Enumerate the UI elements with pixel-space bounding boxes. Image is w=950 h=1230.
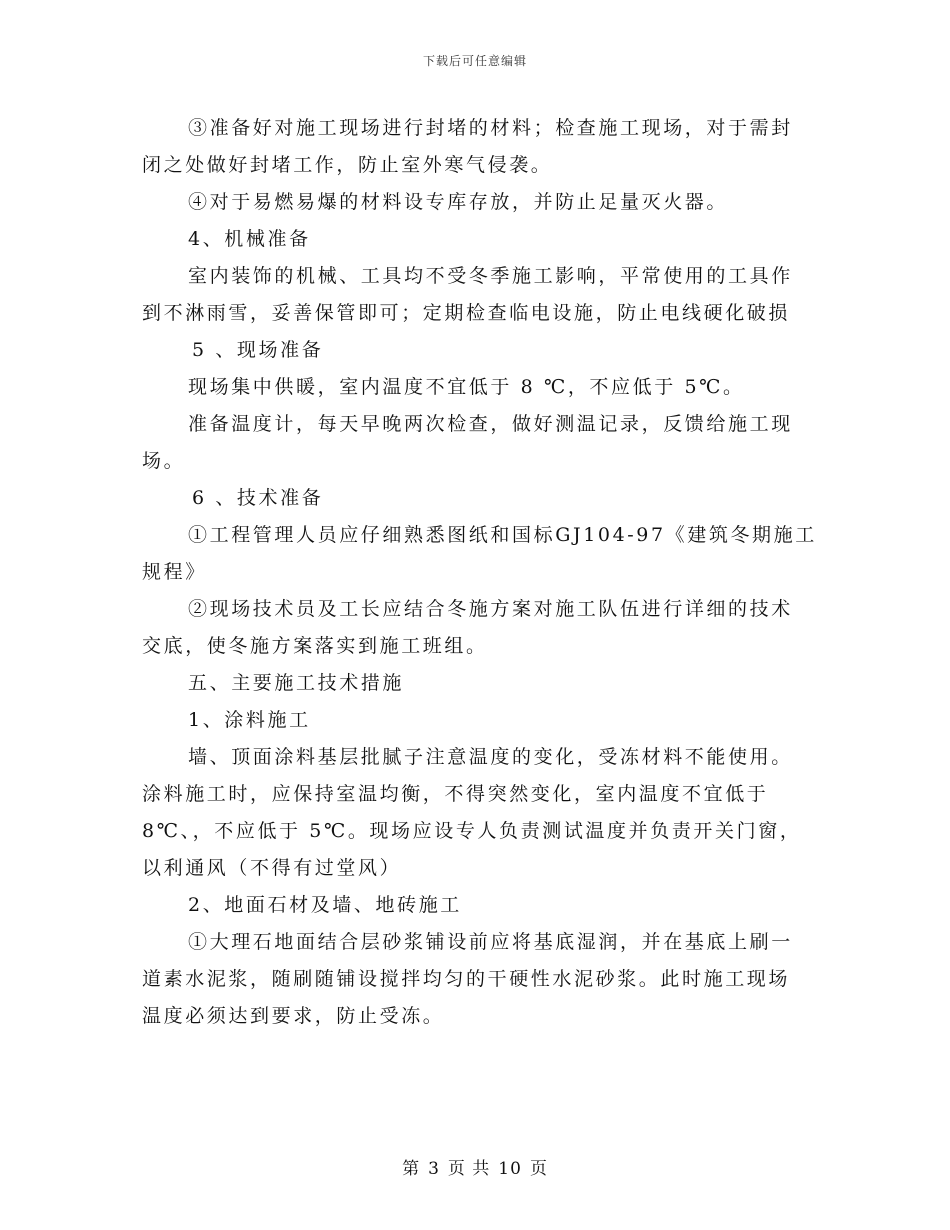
text-line: ①大理石地面结合层砂浆铺设前应将基底湿润，并在基底上刷一: [188, 931, 793, 953]
text-line: 五、主要施工技术措施: [188, 672, 405, 694]
text-line: 5 、现场准备: [192, 339, 324, 361]
page-footer: [0, 1154, 950, 1179]
footer-prefix: 第: [402, 1159, 421, 1179]
text-line: ②现场技术员及工长应结合冬施方案对施工队伍进行详细的技术: [188, 598, 793, 620]
text-line: 规程》: [142, 561, 207, 583]
text-line: 道素水泥浆，随刷随铺设搅拌均匀的干硬性水泥砂浆。此时施工现场: [142, 968, 791, 990]
text-line: 6 、技术准备: [192, 487, 324, 509]
text-line: 墙、顶面涂料基层批腻子注意温度的变化，受冻材料不能使用。: [188, 746, 793, 768]
text-line: 现场集中供暖，室内温度不宜低于 8 ℃，不应低于 5℃。: [188, 376, 745, 398]
footer-middle: 页 共: [447, 1159, 491, 1179]
text-line: 闭之处做好封堵工作，防止室外寒气侵袭。: [142, 154, 553, 176]
document-body: [142, 110, 817, 1035]
text-line: 涂料施工时，应保持室温均衡，不得突然变化，室内温度不宜低于: [142, 783, 769, 805]
text-line: 场。: [142, 450, 186, 472]
text-line: 温度必须达到要求，防止受冻。: [142, 1005, 445, 1027]
text-line: 以利通风（不得有过堂风）: [142, 857, 402, 879]
text-line: 室内装饰的机械、工具均不受冬季施工影响，平常使用的工具作: [188, 265, 793, 287]
text-line: ③准备好对施工现场进行封堵的材料；检查施工现场，对于需封: [188, 117, 793, 139]
footer-page-number: 3: [428, 1159, 440, 1179]
footer-total-pages: 10: [498, 1159, 522, 1179]
text-line: 4、机械准备: [188, 228, 311, 250]
text-line: 8℃、，不应低于 5℃。现场应设专人负责测试温度并负责开关门窗，: [142, 820, 802, 842]
text-line: 准备温度计，每天早晚两次检查，做好测温记录，反馈给施工现: [188, 413, 793, 435]
footer-suffix: 页: [529, 1159, 548, 1179]
text-line: 2、地面石材及墙、地砖施工: [188, 894, 462, 916]
page-header: 下载后可任意编辑: [422, 54, 527, 68]
text-line: 到不淋雨雪，妥善保管即可；定期检查临电设施，防止电线硬化破损: [142, 302, 791, 324]
text-line: ④对于易燃易爆的材料设专库存放，并防止足量灭火器。: [188, 191, 729, 213]
text-line: ①工程管理人员应仔细熟悉图纸和国标GJ104-97《建筑冬期施工: [188, 524, 817, 546]
text-line: 交底，使冬施方案落实到施工班组。: [142, 635, 488, 657]
text-line: 1、涂料施工: [188, 709, 311, 731]
